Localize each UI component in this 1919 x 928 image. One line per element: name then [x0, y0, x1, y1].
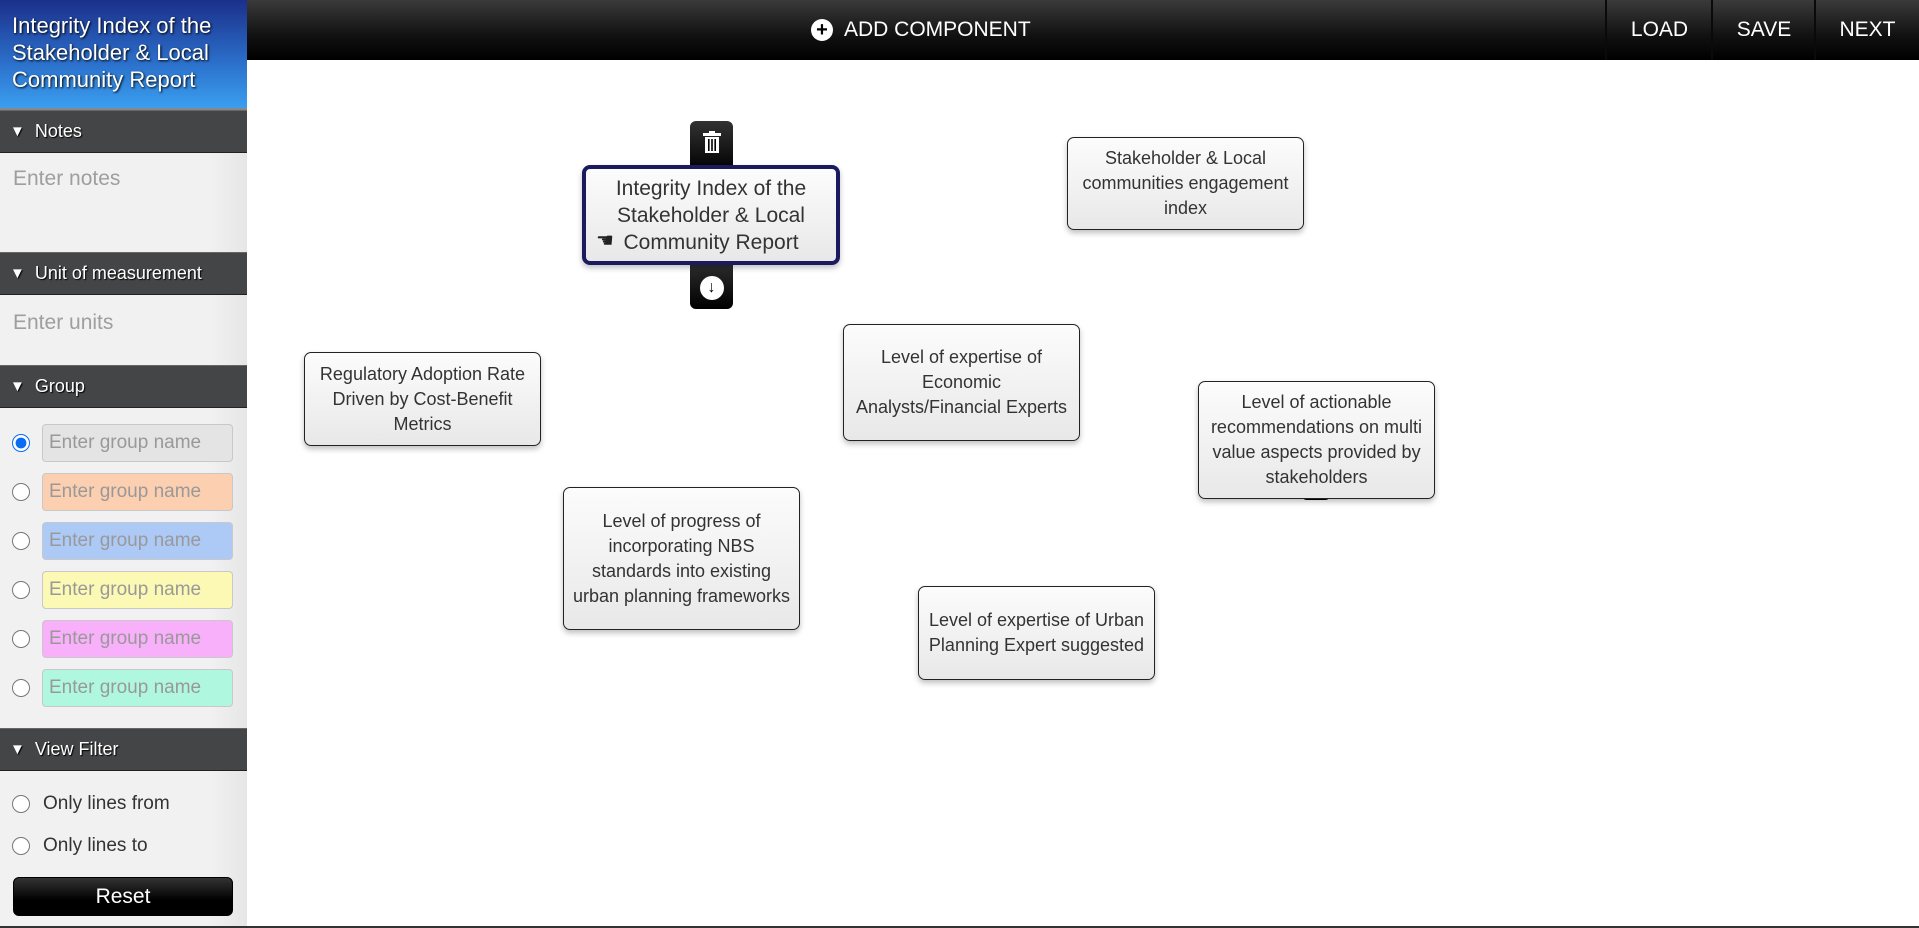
units-input[interactable] — [13, 311, 234, 335]
group-radio-4[interactable] — [12, 581, 30, 599]
view-filter-section-header[interactable] — [0, 728, 247, 771]
node-label: Stakeholder & Local communities engagement index — [1082, 148, 1289, 218]
notes-area — [0, 153, 247, 252]
units-section-header[interactable] — [0, 252, 247, 295]
filter-to-radio[interactable] — [12, 837, 30, 855]
collapse-triangle-icon: ▼ — [10, 123, 25, 140]
group-row — [0, 565, 247, 614]
filter-only-lines-to[interactable] — [12, 825, 235, 867]
hand-cursor-icon: ☚ — [596, 230, 614, 252]
arrow-down-circle-icon: ↓ — [700, 276, 724, 300]
component-title — [0, 0, 247, 110]
node[interactable] — [1067, 137, 1304, 230]
collapse-triangle-icon: ▼ — [10, 741, 25, 758]
filter-to-label: Only lines to — [43, 835, 148, 856]
node[interactable] — [563, 487, 800, 630]
node-label: Level of actionable recommendations on multi value aspects provided by stakeholders — [1210, 392, 1423, 487]
group-name-input-6[interactable] — [42, 669, 233, 707]
next-button[interactable]: NEXT — [1814, 0, 1919, 60]
title-line: Stakeholder & Local — [12, 40, 209, 65]
title-line: Integrity Index of the — [12, 13, 212, 38]
group-row — [0, 516, 247, 565]
connect-node-button[interactable] — [690, 258, 733, 309]
node[interactable] — [1198, 381, 1435, 499]
units-header-label: Unit of measurement — [34, 263, 202, 283]
node-label: Integrity Index of the Stakeholder & Local Community Report — [615, 176, 807, 254]
add-component-button[interactable] — [811, 0, 1031, 60]
title-line: Community Report — [12, 67, 196, 92]
group-row — [0, 467, 247, 516]
filter-from-radio[interactable] — [12, 795, 30, 813]
delete-node-button[interactable] — [690, 121, 733, 171]
node-label: Level of expertise of Economic Analysts/Financial Experts — [855, 347, 1068, 417]
collapse-triangle-icon: ▼ — [10, 265, 25, 282]
group-name-input-3[interactable] — [42, 522, 233, 560]
node[interactable] — [304, 352, 541, 446]
trash-icon — [703, 131, 721, 153]
group-radio-1[interactable] — [12, 434, 30, 452]
group-header-label: Group — [34, 376, 85, 396]
group-radio-3[interactable] — [12, 532, 30, 550]
node[interactable] — [918, 586, 1155, 680]
group-radio-5[interactable] — [12, 630, 30, 648]
node-label: Regulatory Adoption Rate Driven by Cost-Benefit Metrics — [319, 363, 526, 434]
group-name-input-2[interactable] — [42, 473, 233, 511]
group-name-input-1[interactable] — [42, 424, 233, 462]
save-button[interactable]: SAVE — [1711, 0, 1815, 60]
group-radio-6[interactable] — [12, 679, 30, 697]
group-row — [0, 663, 247, 712]
add-component-label: ADD COMPONENT — [844, 18, 1031, 41]
filter-only-lines-from[interactable] — [12, 783, 235, 825]
view-filter-area — [0, 771, 247, 928]
group-section-header[interactable] — [0, 365, 247, 408]
notes-header-label: Notes — [34, 121, 82, 141]
sidebar — [0, 0, 247, 926]
node[interactable] — [843, 324, 1080, 441]
top-toolbar — [247, 0, 1919, 60]
notes-input[interactable] — [13, 167, 234, 215]
selected-node[interactable] — [582, 165, 840, 265]
node-label: Level of expertise of Urban Planning Expert suggested — [928, 610, 1145, 655]
group-list — [0, 408, 247, 728]
group-name-input-5[interactable] — [42, 620, 233, 658]
collapse-triangle-icon: ▼ — [10, 378, 25, 395]
filter-from-label: Only lines from — [43, 793, 170, 814]
node-label: Level of progress of incorporating NBS standards into existing urban planning frameworks — [572, 510, 791, 606]
load-button[interactable]: LOAD — [1605, 0, 1712, 60]
reset-button[interactable]: Reset — [13, 877, 233, 916]
view-filter-header-label: View Filter — [34, 739, 119, 759]
group-row — [0, 418, 247, 467]
plus-circle-icon: + — [811, 19, 833, 41]
notes-section-header[interactable] — [0, 110, 247, 153]
group-radio-2[interactable] — [12, 483, 30, 501]
group-row — [0, 614, 247, 663]
units-area — [0, 295, 247, 365]
group-name-input-4[interactable] — [42, 571, 233, 609]
